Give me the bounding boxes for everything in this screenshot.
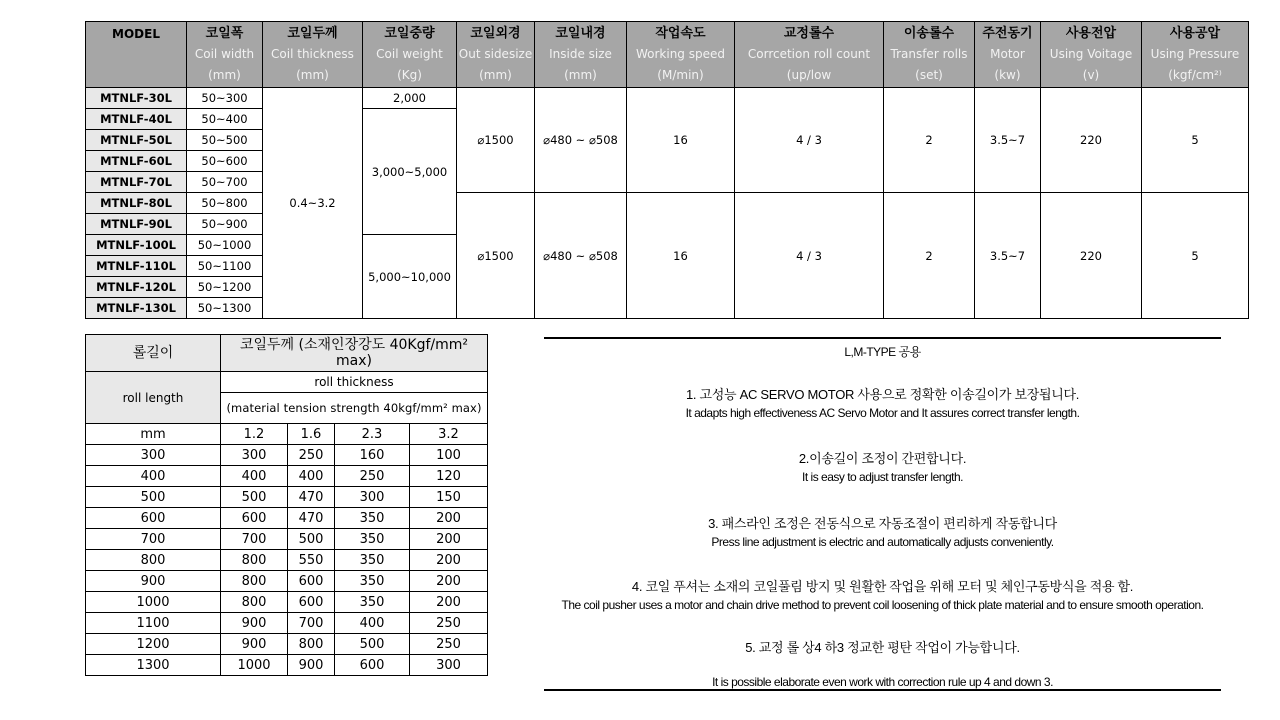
features-notes (544, 337, 1221, 691)
header-en: Using Pressure (1150, 47, 1240, 61)
model-cell: MTNLF-110L (86, 256, 187, 277)
header-en: Working speed (635, 47, 725, 61)
table-row (86, 508, 488, 529)
header-ko: 사용공압 (1169, 26, 1221, 41)
roll-value-cell: 800 (221, 571, 288, 592)
width-cell: 50~800 (187, 193, 263, 214)
weight-cell: 3,000~5,000 (363, 109, 457, 235)
roll-thickness-title-en: roll thickness (221, 372, 488, 393)
table-row (86, 466, 488, 487)
roll-header-row (86, 335, 488, 372)
roll-length-cell: 800 (86, 550, 221, 571)
header-ko: 교정롤수 (783, 26, 835, 41)
roll-value-cell: 300 (221, 445, 288, 466)
roll-length-cell: 1200 (86, 634, 221, 655)
note-ko-3: 3. 패스라인 조정은 전동식으로 자동조절이 편리하게 작동합니다 (708, 516, 1057, 531)
motor-cell: 3.5~7 (975, 193, 1041, 319)
roll-value-cell: 200 (410, 592, 488, 613)
width-cell: 50~1200 (187, 277, 263, 298)
pressure-cell: 5 (1142, 88, 1249, 193)
thickness-cell: 0.4~3.2 (263, 88, 363, 319)
spec-header-working-speed (627, 22, 735, 88)
table-row (86, 613, 488, 634)
header-en: Coil weight (376, 47, 443, 61)
thickness-col: 1.6 (288, 424, 335, 445)
roll-length-cell: 600 (86, 508, 221, 529)
note-ko-1: 1. 고성능 AC SERVO MOTOR 사용으로 정확한 이송길이가 보장됩니다. (685, 387, 1080, 402)
header-en: Transfer rolls (890, 47, 968, 61)
roll-thickness-title-ko: 코일두께 (소재인장강도 40Kgf/mm² max) (221, 335, 488, 372)
header-en: Inside size (549, 47, 612, 61)
header-ko: 코일폭 (205, 26, 244, 41)
roll-value-cell: 100 (410, 445, 488, 466)
table-row (86, 634, 488, 655)
spec-header-coil-thickness (263, 22, 363, 88)
roll-value-cell: 160 (335, 445, 410, 466)
table-row (86, 655, 488, 676)
roll-value-cell: 150 (410, 487, 488, 508)
width-cell: 50~400 (187, 109, 263, 130)
header-unit: (v) (1082, 68, 1100, 82)
pressure-cell: 5 (1142, 193, 1249, 319)
note-en-2: It is easy to adjust transfer length. (802, 470, 963, 484)
header-unit: (mm) (564, 68, 597, 82)
model-cell: MTNLF-70L (86, 172, 187, 193)
model-cell: MTNLF-80L (86, 193, 187, 214)
note-ko-4: 4. 코일 푸셔는 소재의 코일풀림 방지 및 원활한 작업을 위해 모터 및 체인구동방식을 적용 함. (631, 579, 1134, 594)
header-unit: (mm) (208, 68, 241, 82)
roll-thickness-note: (material tension strength 40kgf/mm² max) (221, 393, 488, 424)
width-cell: 50~700 (187, 172, 263, 193)
spec-header-model (86, 22, 187, 88)
roll-length-cell: 400 (86, 466, 221, 487)
roll-value-cell: 250 (410, 634, 488, 655)
spec-header-model-label: MODEL (112, 27, 160, 41)
roll-length-cell: 1000 (86, 592, 221, 613)
roll-value-cell: 700 (221, 529, 288, 550)
roll-value-cell: 600 (335, 655, 410, 676)
roll-value-cell: 500 (335, 634, 410, 655)
width-cell: 50~1300 (187, 298, 263, 319)
header-ko: 코일두께 (287, 26, 338, 41)
roll-value-cell: 900 (221, 634, 288, 655)
note-ko-2: 2.이송길이 조정이 간편합니다. (798, 451, 967, 466)
roll-units-row (86, 424, 488, 445)
table-row (86, 193, 1249, 214)
header-en: Corrcetion roll count (747, 47, 871, 61)
table-row (86, 550, 488, 571)
model-cell: MTNLF-30L (86, 88, 187, 109)
notes-title: L,M-TYPE 공용 (844, 345, 921, 359)
roll-value-cell: 300 (335, 487, 410, 508)
note-ko-5: 5. 교정 롤 상4 하3 정교한 평탄 작업이 가능합니다. (745, 640, 1020, 655)
width-cell: 50~1100 (187, 256, 263, 277)
header-unit: (mm) (479, 68, 512, 82)
table-row (86, 487, 488, 508)
spec-header-coil-width (187, 22, 263, 88)
spec-header-pressure (1142, 22, 1249, 88)
roll-length-cell: 700 (86, 529, 221, 550)
table-row (86, 445, 488, 466)
inside-size-cell: ⌀480 ~ ⌀508 (535, 193, 627, 319)
roll-value-cell: 500 (221, 487, 288, 508)
header-ko: 이송롤수 (903, 26, 955, 41)
spec-header-motor (975, 22, 1041, 88)
roll-value-cell: 350 (335, 529, 410, 550)
voltage-cell: 220 (1041, 193, 1142, 319)
table-row (86, 88, 1249, 109)
roll-value-cell: 400 (335, 613, 410, 634)
roll-value-cell: 350 (335, 571, 410, 592)
roll-value-cell: 800 (221, 592, 288, 613)
header-unit: (mm) (296, 68, 329, 82)
note-en-3: Press line adjustment is electric and automatically adjusts conveniently. (711, 535, 1054, 549)
model-cell: MTNLF-100L (86, 235, 187, 256)
roll-value-cell: 800 (221, 550, 288, 571)
model-cell: MTNLF-40L (86, 109, 187, 130)
voltage-cell: 220 (1041, 88, 1142, 193)
speed-cell: 16 (627, 88, 735, 193)
roll-length-cell: 300 (86, 445, 221, 466)
header-ko: 코일외경 (470, 26, 521, 41)
roll-value-cell: 1000 (221, 655, 288, 676)
roll-length-cell: 900 (86, 571, 221, 592)
roll-value-cell: 800 (288, 634, 335, 655)
header-unit: (set) (915, 68, 943, 82)
roll-value-cell: 550 (288, 550, 335, 571)
inside-size-cell: ⌀480 ~ ⌀508 (535, 88, 627, 193)
note-en-4: The coil pusher uses a motor and chain drive method to prevent coil loosening of thick plate material and to ensure smooth operation. (561, 598, 1204, 612)
header-unit: (kgf/cm²⁾ (1168, 68, 1222, 82)
roll-length-cell: 1300 (86, 655, 221, 676)
speed-cell: 16 (627, 193, 735, 319)
correction-rolls-cell: 4 / 3 (735, 88, 884, 193)
roll-value-cell: 470 (288, 487, 335, 508)
weight-cell: 2,000 (363, 88, 457, 109)
transfer-rolls-cell: 2 (884, 193, 975, 319)
roll-value-cell: 200 (410, 550, 488, 571)
roll-value-cell: 200 (410, 529, 488, 550)
width-cell: 50~900 (187, 214, 263, 235)
header-en: Motor (990, 47, 1025, 61)
header-unit: (M/min) (657, 68, 704, 82)
model-cell: MTNLF-50L (86, 130, 187, 151)
roll-table (85, 334, 488, 676)
spec-header-voltage (1041, 22, 1142, 88)
correction-rolls-cell: 4 / 3 (735, 193, 884, 319)
header-unit: (Kg) (397, 68, 422, 82)
width-cell: 50~600 (187, 151, 263, 172)
roll-value-cell: 250 (410, 613, 488, 634)
note-en-1: It adapts high effectiveness AC Servo Motor and It assures correct transfer length. (685, 406, 1080, 420)
thickness-col: 1.2 (221, 424, 288, 445)
spec-header-inside-size (535, 22, 627, 88)
roll-value-cell: 120 (410, 466, 488, 487)
note-en-5: It is possible elaborate even work with correction rule up 4 and down 3. (712, 675, 1053, 689)
table-row (86, 529, 488, 550)
roll-value-cell: 600 (288, 571, 335, 592)
header-ko: 코일내경 (555, 26, 606, 41)
header-en: Using Voitage (1049, 47, 1133, 61)
roll-value-cell: 500 (288, 529, 335, 550)
model-cell: MTNLF-120L (86, 277, 187, 298)
spec-header-coil-weight (363, 22, 457, 88)
table-row (86, 571, 488, 592)
header-ko: 코일중량 (384, 26, 435, 41)
transfer-rolls-cell: 2 (884, 88, 975, 193)
spec-header-row (86, 22, 1249, 88)
roll-value-cell: 200 (410, 508, 488, 529)
header-unit: (kw) (994, 68, 1021, 82)
roll-value-cell: 900 (221, 613, 288, 634)
roll-value-cell: 350 (335, 550, 410, 571)
roll-value-cell: 400 (288, 466, 335, 487)
spec-table (85, 21, 1249, 319)
thickness-col: 3.2 (410, 424, 488, 445)
spec-header-transfer-rolls (884, 22, 975, 88)
roll-value-cell: 470 (288, 508, 335, 529)
model-cell: MTNLF-130L (86, 298, 187, 319)
spec-header-out-size (457, 22, 535, 88)
model-cell: MTNLF-90L (86, 214, 187, 235)
roll-header-row (86, 372, 488, 393)
roll-value-cell: 700 (288, 613, 335, 634)
width-cell: 50~1000 (187, 235, 263, 256)
header-ko: 주전동기 (982, 26, 1033, 41)
spec-header-correction-rolls (735, 22, 884, 88)
roll-value-cell: 600 (221, 508, 288, 529)
roll-value-cell: 250 (335, 466, 410, 487)
header-en: Out sidesize (458, 47, 533, 61)
roll-value-cell: 350 (335, 592, 410, 613)
header-en: Coil thickness (271, 47, 354, 61)
header-ko: 사용전압 (1065, 26, 1117, 41)
header-unit: (up/low (786, 68, 832, 82)
thickness-col: 2.3 (335, 424, 410, 445)
roll-value-cell: 350 (335, 508, 410, 529)
roll-unit: mm (86, 424, 221, 445)
roll-value-cell: 900 (288, 655, 335, 676)
model-cell: MTNLF-60L (86, 151, 187, 172)
width-cell: 50~300 (187, 88, 263, 109)
out-size-cell: ⌀1500 (457, 193, 535, 319)
table-row (86, 592, 488, 613)
roll-value-cell: 600 (288, 592, 335, 613)
roll-value-cell: 200 (410, 571, 488, 592)
roll-title-ko: 롤길이 (86, 335, 221, 372)
out-size-cell: ⌀1500 (457, 88, 535, 193)
header-ko: 작업속도 (655, 26, 706, 41)
width-cell: 50~500 (187, 130, 263, 151)
motor-cell: 3.5~7 (975, 88, 1041, 193)
roll-length-cell: 500 (86, 487, 221, 508)
header-en: Coil width (194, 47, 255, 61)
weight-cell: 5,000~10,000 (363, 235, 457, 319)
roll-title-en: roll length (86, 372, 221, 424)
roll-value-cell: 250 (288, 445, 335, 466)
roll-value-cell: 400 (221, 466, 288, 487)
roll-value-cell: 300 (410, 655, 488, 676)
roll-length-cell: 1100 (86, 613, 221, 634)
